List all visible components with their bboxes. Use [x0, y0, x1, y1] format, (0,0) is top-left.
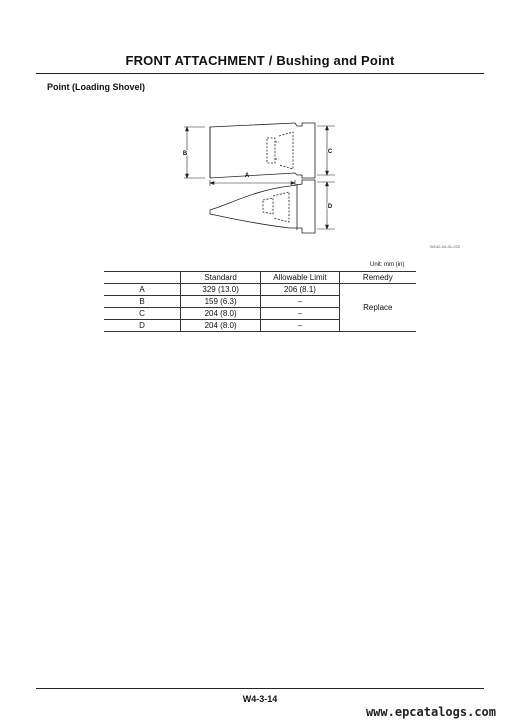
table-header-remedy: Remedy: [339, 272, 416, 284]
row-limit: –: [261, 308, 339, 320]
spec-table: [104, 271, 416, 332]
point-bottom-view: [210, 180, 315, 233]
row-limit: 206 (8.1): [261, 284, 339, 296]
watermark-link[interactable]: www.epcatalogs.com: [365, 705, 496, 719]
dimension-lines: [184, 126, 335, 229]
row-standard: 204 (8.0): [180, 308, 260, 320]
row-standard: 329 (13.0): [180, 284, 260, 296]
table-header-standard: Standard: [180, 272, 260, 284]
dim-label-c: C: [327, 149, 333, 155]
footer-rule: [36, 688, 484, 689]
point-top-view: [210, 123, 315, 178]
dim-label-a: A: [244, 173, 250, 179]
row-item: A: [104, 284, 180, 296]
table-row: [104, 284, 416, 296]
header-rule: [36, 73, 484, 74]
page-title: FRONT ATTACHMENT / Bushing and Point: [125, 53, 395, 68]
unit-note: Unit: mm (in): [370, 262, 405, 268]
dim-label-b: B: [182, 151, 188, 157]
table-header-row: [104, 272, 416, 284]
table-header-limit: Allowable Limit: [261, 272, 339, 284]
remedy-cell: Replace: [339, 284, 416, 332]
row-item: B: [104, 296, 180, 308]
dim-label-d: D: [327, 204, 333, 210]
table-header-blank: [104, 272, 180, 284]
point-diagram: [175, 118, 345, 238]
section-heading: Point (Loading Shovel): [47, 82, 145, 92]
row-standard: 204 (8.0): [180, 320, 260, 332]
row-item: D: [104, 320, 180, 332]
page-number: W4-3-14: [242, 694, 278, 704]
row-item: C: [104, 308, 180, 320]
row-standard: 159 (6.3): [180, 296, 260, 308]
row-limit: –: [261, 320, 339, 332]
figure-id: W142-04-01-022: [430, 244, 461, 249]
row-limit: –: [261, 296, 339, 308]
